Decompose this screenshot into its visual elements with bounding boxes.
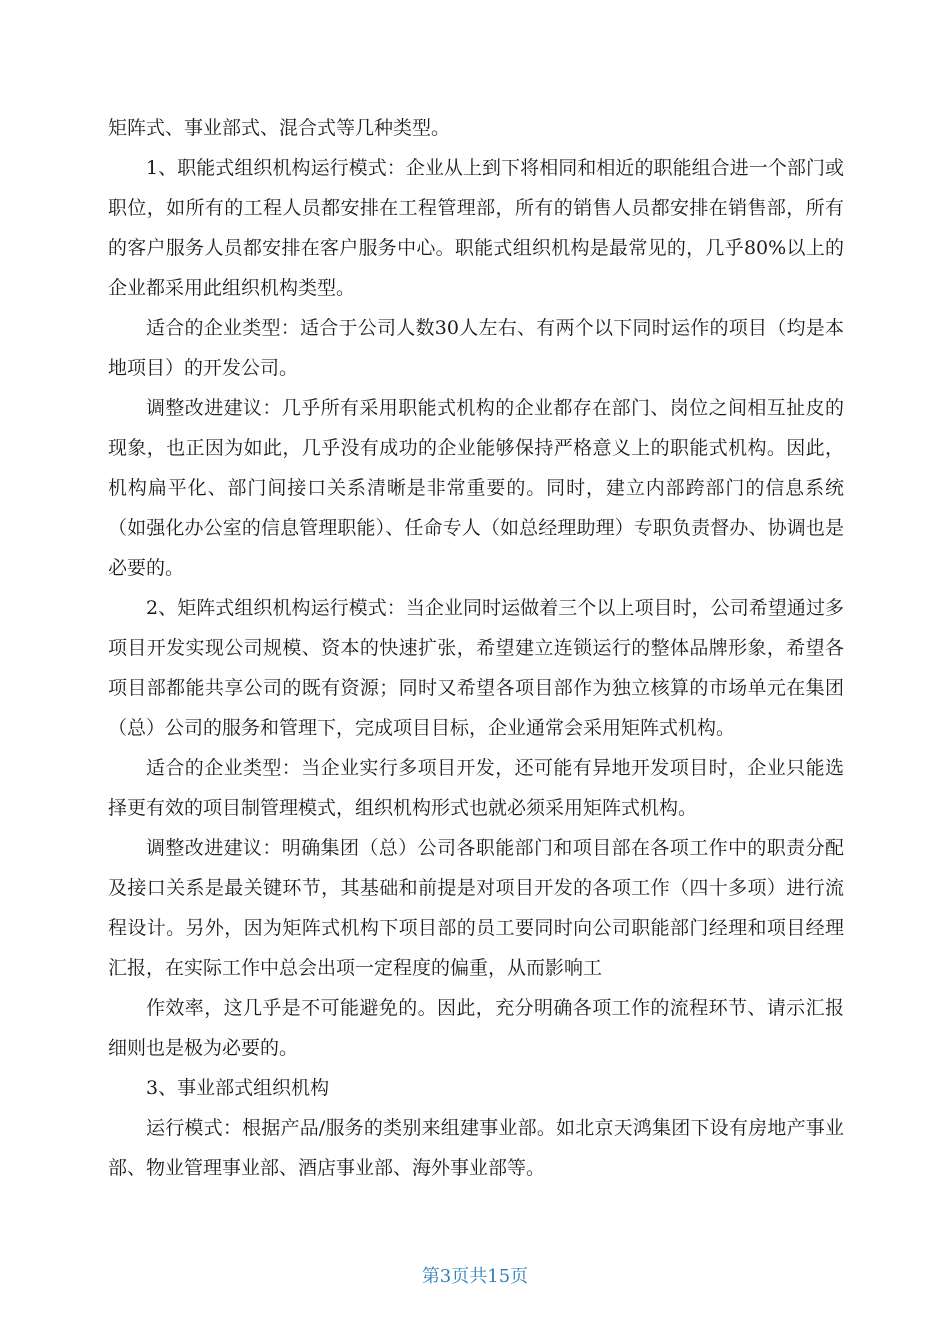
paragraph: 3、事业部式组织机构 xyxy=(146,1077,330,1099)
paragraph: 矩阵式、事业部式、混合式等几种类型。 xyxy=(108,117,451,139)
paragraph: 2、矩阵式组织机构运行模式：当企业同时运做着三个以上项目时，公司希望通过多项目开发实现公司规模、资本的快速扩张，希望建立连锁运行的整体品牌形象，希望各项目部都能共享公司的既有资源；同时又希望各项目部作为独立核算的市场单元在集团（总）公司的服务和管理下，完成项目目标，企业通常会采用矩阵式机构。 xyxy=(108,597,844,739)
paragraph: 运行模式：根据产品/服务的类别来组建事业部。如北京天鸿集团下设有房地产事业部、物业管理事业部、酒店事业部、海外事业部等。 xyxy=(108,1117,844,1179)
paragraph: 调整改进建议：明确集团（总）公司各职能部门和项目部在各项工作中的职责分配及接口关系是最关键环节，其基础和前提是对项目开发的各项工作（四十多项）进行流程设计。另外，因为矩阵式机构下项目部的员工要同时向公司职能部门经理和项目经理汇报，在实际工作中总会出项一定程度的偏重，从而影响工 xyxy=(108,837,844,979)
paragraph: 适合的企业类型：适合于公司人数30人左右、有两个以下同时运作的项目（均是本地项目）的开发公司。 xyxy=(108,317,844,379)
document-body xyxy=(108,108,844,1188)
paragraph: 调整改进建议：几乎所有采用职能式机构的企业都存在部门、岗位之间相互扯皮的现象，也正因为如此，几乎没有成功的企业能够保持严格意义上的职能式机构。因此，机构扁平化、部门间接口关系清晰是非常重要的。同时，建立内部跨部门的信息系统（如强化办公室的信息管理职能）、任命专人（如总经理助理）专职负责督办、协调也是必要的。 xyxy=(108,397,844,579)
paragraph: 作效率，这几乎是不可能避免的。因此，充分明确各项工作的流程环节、请示汇报细则也是极为必要的。 xyxy=(108,997,844,1059)
paragraph: 适合的企业类型：当企业实行多项目开发，还可能有异地开发项目时，企业只能选择更有效的项目制管理模式，组织机构形式也就必须采用矩阵式机构。 xyxy=(108,757,844,819)
page-number-footer: 第3页共15页 xyxy=(421,1266,529,1287)
paragraph: 1、职能式组织机构运行模式：企业从上到下将相同和相近的职能组合进一个部门或职位，如所有的工程人员都安排在工程管理部，所有的销售人员都安排在销售部，所有的客户服务人员都安排在客户服务中心。职能式组织机构是最常见的，几乎80%以上的企业都采用此组织机构类型。 xyxy=(108,157,844,299)
